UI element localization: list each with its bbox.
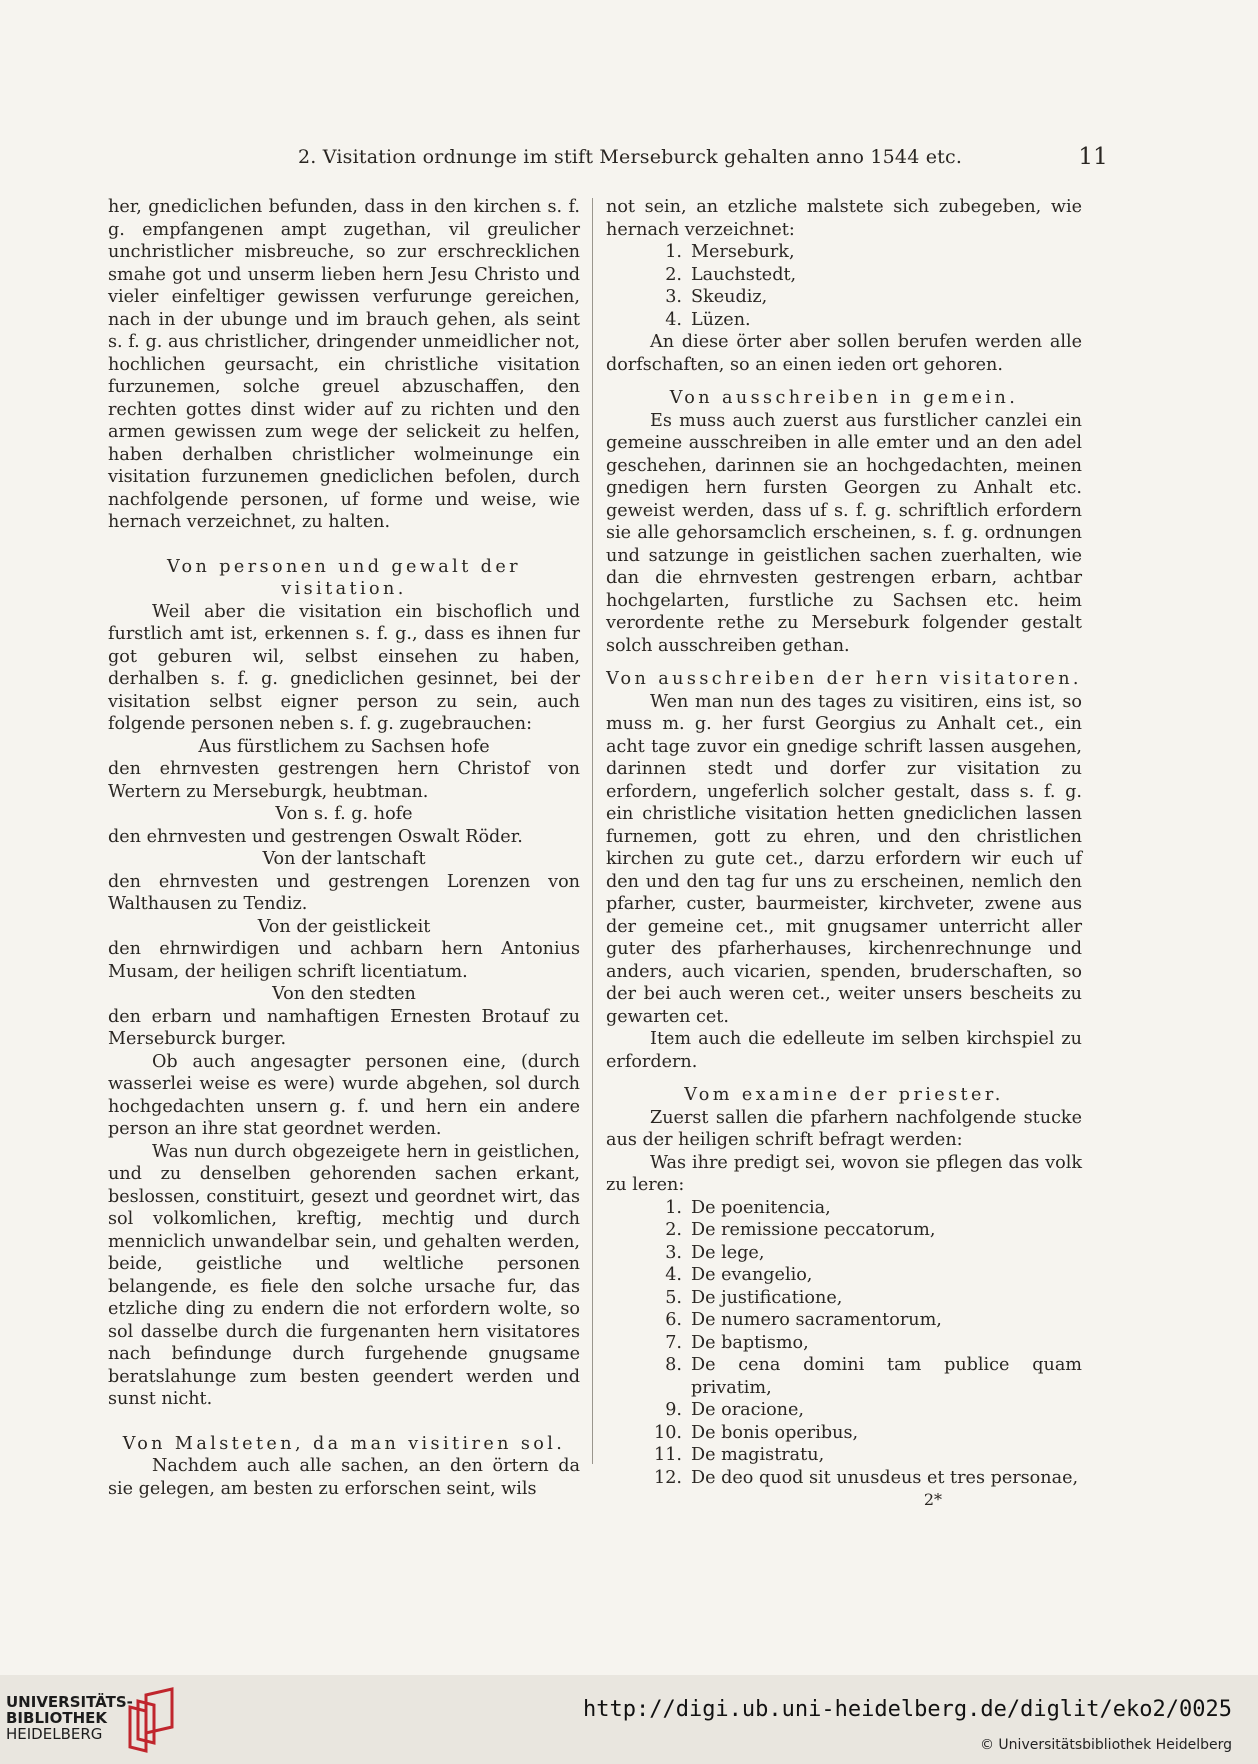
paragraph: Item auch die edelleute im selben kirchspiel zu erfordern. — [606, 1029, 1082, 1072]
subheading: Von s. f. g. hofe — [275, 804, 413, 824]
running-title: 2. Visitation ordnunge im stift Merseburck gehalten anno 1544 etc. — [298, 146, 963, 168]
list-item: 4. De evangelio, — [665, 1265, 813, 1285]
list-item: 11. De magistratu, — [654, 1445, 825, 1465]
list-item: 3. Skeudiz, — [665, 287, 768, 307]
paragraph: Zuerst sallen die pfarhern nachfolgende stucke aus der heiligen schrift befragt werden: — [606, 1107, 1082, 1150]
list-item: 10. De bonis operibus, — [654, 1422, 859, 1443]
list-item: 7. De baptismo, — [665, 1332, 809, 1353]
section-heading: Von ausschreiben in gemein. — [669, 388, 1019, 408]
subheading: Von der lantschaft — [262, 849, 426, 869]
paragraph: den erbarn und namhaftigen Ernesten Brotauf zu Merseburck burger. — [108, 1006, 580, 1049]
paragraph: den ehrnwirdigen und achbarn hern Antonius Musam, der heiligen schrift licentiatum. — [108, 939, 580, 982]
paragraph: Wen man nun des tages zu visitiren, eins ist, so muss m. g. her furst Georgius zu Anhalt cet., ein acht tage zuvor ein gnedige schrift lassen ausgehen, darinnen stedt und dorfer zur visitation zu erfordern, ungeferlich solcher gestalt, dass s. f. g. ein christliche visitation hetten gnediclichen lassen furnemen, gott zu ehren, und den christlichen kirchen zu gute cet., darzu erfordern wir euch uf den und den tag fur uns zu erscheinen, nemlich den pfarher, custer, baurmeister, kirchveter, zwene aus der gemeine cet., mit gnugsamer unterricht aller guter des pfarherhauses, kirchenrechnunge und anders, auch vicarien, spenden, bruderschaften, so der bei auch weren cet., weiter unsers bescheits zu gewarten cet. — [606, 691, 1082, 1027]
left-column — [108, 196, 580, 1500]
paragraph: Was nun durch obgezeigete hern in geistlichen, und zu denselben gehorenden sachen erkant, beslossen, constituirt, gesezt und geordnet wirt, das sol volkomlichen, kreftig, mechtig und durch menniclich unwandelbar sein, und gehalten werden, beide, geistliche und weltliche personen belangende, es fiele den solche ursache fur, das etzliche ding zu endern die not erfordern wolte, so sol dasselbe durch die furgenanten hern visitatores nach befindunge durch furgehende gnugsame beratslahunge zum besten geendert werden und sunst nicht. — [108, 1141, 580, 1409]
subheading: Von der geistlickeit — [257, 916, 431, 937]
list-item: 6. De numero sacramentorum, — [665, 1310, 942, 1330]
paragraph: An diese örter aber sollen berufen werden alle dorfschaften, so an einen ieden ort gehoren. — [606, 332, 1082, 375]
list-item: 2. De remissione peccatorum, — [665, 1220, 936, 1240]
subheading: Aus fürstlichem zu Sachsen hofe — [198, 736, 490, 757]
paragraph: not sein, an etzliche malstete sich zubegeben, wie hernach verzeichnet: — [606, 197, 1082, 240]
list-item: 9. De oracione, — [665, 1400, 805, 1420]
viewer-footer — [0, 1675, 1258, 1764]
section-heading: Vom examine der priester. — [684, 1085, 1004, 1105]
paragraph: Was ihre predigt sei, wovon sie pflegen das volk zu leren: — [606, 1152, 1082, 1195]
list-item: 8. De cena domini tam publice quam privatim, — [665, 1355, 1082, 1398]
list-item: 2. Lauchstedt, — [665, 264, 797, 285]
places-list — [606, 241, 1082, 331]
copyright-notice: © Universitätsbibliothek Heidelberg — [979, 1737, 1232, 1753]
list-item: 5. De justificatione, — [665, 1287, 843, 1308]
list-item: 3. De lege, — [665, 1242, 765, 1263]
paragraph: Nachdem auch alle sachen, an den örtern da sie gelegen, am besten zu erforschen seint, wils — [108, 1456, 580, 1499]
paragraph: her, gnediclichen befunden, dass in den kirchen s. f. g. empfangenen ampt zugethan, vil greulicher unchristlicher misbreuche, so zur erschrecklichen smahe got und unserm lieben hern Jesu Christo und vieler einfeltiger gewissen verfurunge gereichen, nach in der ubunge und im brauch gehen, als seint s. f. g. aus christlicher, dringender unmeidlicher not, hochlichen geursacht, ein christliche visitation furzunemen, solche greuel abzuschaffen, den rechten gottes dinst wider auf zu richten und den armen gewissen zum wege der selickeit zu helfen, haben derhalben christlicher wolmeinunge ein visitation furzunemen gnediclichen befolen, durch nachfolgende personen, uf forme und weise, wie hernach verzeichnet, zu halten. — [108, 197, 580, 532]
paragraph: Es muss auch zuerst aus furstlicher canzlei ein gemeine ausschreiben in alle emter und an den adel geschehen, darinnen sie an hochgedachten, meinen gnedigen hern fursten Georgen zu Anhalt etc. geweist werden, dass uf s. f. g. schriftlich erfordern sie alle gehorsamclich erscheinen, s. f. g. ordnungen und satzunge in geistlichen sachen zuerhalten, wie dan die ehrnvesten gestrengen erbarn, achtbar hochgelarten, furstliche zu Sachsen etc. heim verordente rethe zu Merseburk folgender gestalt solch ausschreiben gethan. — [606, 410, 1082, 656]
library-logo-text: UNIVERSITÄTS- BIBLIOTHEK HEIDELBERG — [6, 1693, 133, 1743]
section-heading: Von personen und gewalt der visitation. — [167, 556, 521, 599]
library-logo-icon — [124, 1687, 178, 1753]
section-heading: Von ausschreiben der hern visitatoren. — [606, 669, 1082, 689]
list-item: 12. De deo quod sit unusdeus et tres personae, — [654, 1467, 1079, 1488]
page-number: 11 — [1078, 144, 1108, 170]
paragraph: den ehrnvesten gestrengen hern Christof von Wertern zu Merseburgk, heubtman. — [108, 759, 580, 802]
list-item: 1. De poenitencia, — [665, 1197, 831, 1218]
paragraph: den ehrnvesten und gestrengen Oswalt Röder. — [108, 826, 523, 847]
signature-mark: 2* — [923, 1490, 942, 1509]
list-item: 4. Lüzen. — [665, 309, 751, 330]
right-column — [606, 196, 1082, 1512]
section-heading: Von Malsteten, da man visitiren sol. — [122, 1433, 566, 1454]
list-item: 1. Merseburk, — [665, 242, 795, 262]
subheading: Von den stedten — [272, 984, 416, 1004]
paragraph: den ehrnvesten und gestrengen Lorenzen von Walthausen zu Tendiz. — [108, 871, 580, 914]
paragraph: Ob auch angesagter personen eine, (durch wasserlei weise es were) wurde abgehen, sol durch hochgedachten unsern g. f. und hern ein andere person an ihre stat geordnet werden. — [108, 1051, 580, 1139]
topics-list — [606, 1197, 1082, 1490]
column-divider — [592, 198, 593, 1464]
paragraph: Weil aber die visitation ein bischoflich und furstlich amt ist, erkennen s. f. g., dass es ihnen fur got geburen wil, selbst einsehen zu haben, derhalben s. f. g. gnediclichen gesinnet, bei der visitation selbst eigner person zu sein, auch folgende personen neben s. f. g. zugebrauchen: — [108, 601, 580, 734]
permalink-url[interactable]: http://digi.ub.uni-heidelberg.de/diglit/eko2/0025 — [582, 1697, 1232, 1722]
